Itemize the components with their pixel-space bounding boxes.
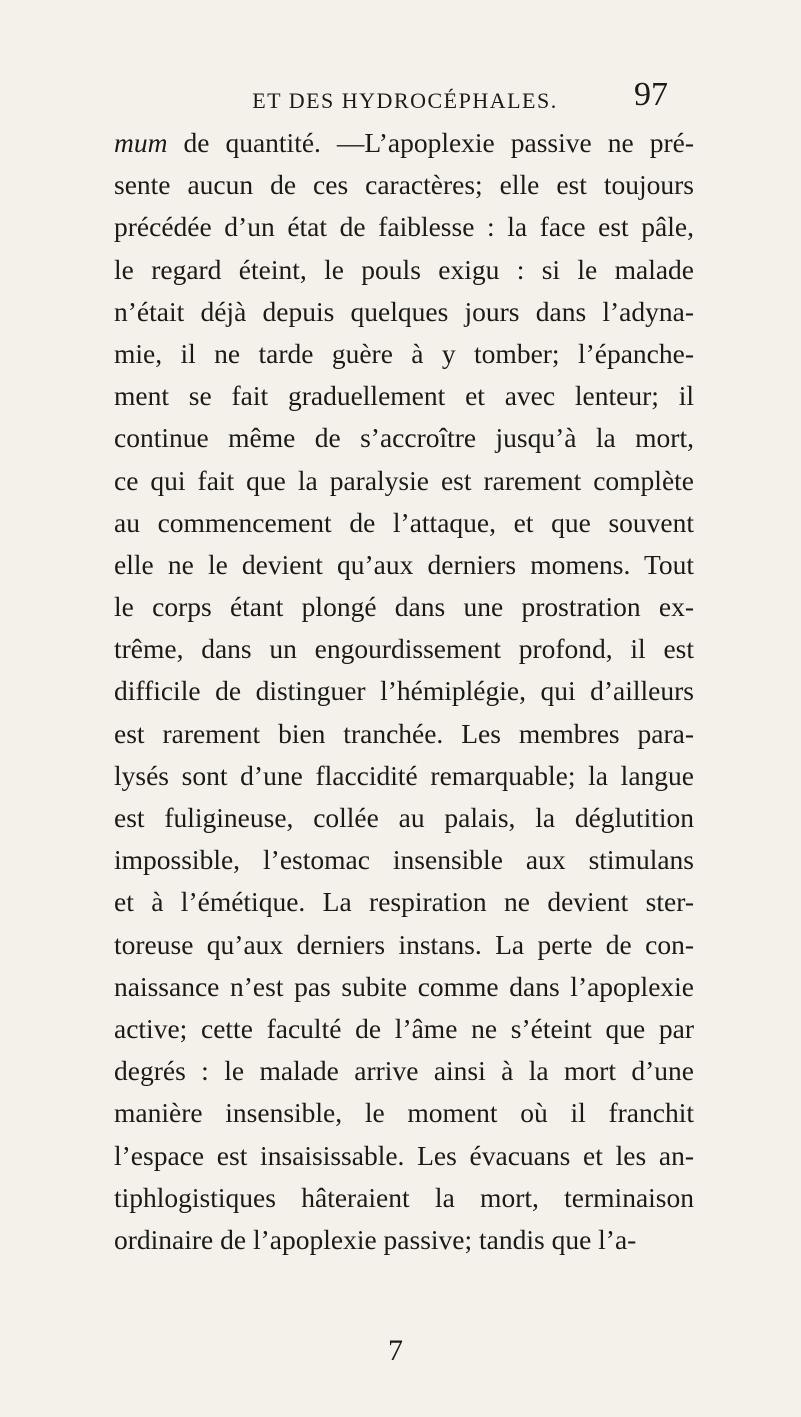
text-line: manière insensible, le moment où il franchit (114, 1097, 694, 1129)
running-head: ET DES HYDROCÉPHALES. (252, 88, 558, 113)
text-line: naissance n’est pas subite comme dans l’apoplexie (114, 970, 694, 1002)
signature-mark: 7 (388, 1334, 403, 1367)
text-line: toreuse qu’aux derniers instans. La perte de con- (114, 928, 694, 960)
text-line: ordinaire de l’apoplexie passive; tandis que l’a- (114, 1223, 637, 1255)
text-line: mie, il ne tarde guère à y tomber; l’épanche- (114, 337, 694, 369)
text-line: et à l’émétique. La respiration ne devient ster- (114, 886, 694, 918)
text-line: ce qui fait que la paralysie est rarement complète (114, 464, 694, 496)
text-line: est fuligineuse, collée au palais, la déglutition (114, 802, 694, 833)
text-line: est rarement bien tranchée. Les membres para- (114, 717, 694, 749)
text-line: continue même de s’accroître jusqu’à la mort, (114, 422, 694, 454)
text-line: ment se fait graduellement et avec lenteur; il (114, 380, 694, 412)
body-text (114, 122, 694, 1261)
page-number: 97 (634, 76, 668, 113)
text-line: active; cette faculté de l’âme ne s’éteint que par (114, 1012, 694, 1044)
text-line: impossible, l’estomac insensible aux stimulans (114, 844, 694, 876)
text-line: au commencement de l’attaque, et que souvent (114, 506, 694, 538)
text-line (114, 122, 694, 164)
text-line: le regard éteint, le pouls exigu : si le malade (114, 253, 694, 285)
text-line: difficile de distinguer l’hémiplégie, qui d’ailleurs (114, 675, 694, 707)
italic-word: mum (114, 127, 168, 158)
text-line: lysés sont d’une flaccidité remarquable; la langue (114, 759, 694, 791)
text-line: elle ne le devient qu’aux derniers momens. Tout (114, 548, 694, 580)
text-line: tiphlogistiques hâteraient la mort, terminaison (114, 1181, 694, 1213)
text-line: sente aucun de ces caractères; elle est toujours (114, 169, 694, 201)
text-line: précédée d’un état de faiblesse : la face est pâle, (114, 211, 694, 243)
text-line: degrés : le malade arrive ainsi à la mort d’une (114, 1055, 694, 1087)
text-line: le corps étant plongé dans une prostration ex- (114, 591, 694, 623)
text-line-rest: de quantité. —L’apoplexie passive ne pré- (167, 127, 694, 158)
text-line: l’espace est insaisissable. Les évacuans et les an- (114, 1139, 694, 1171)
text-line: n’était déjà depuis quelques jours dans l’adyna- (114, 295, 694, 327)
text-line: trême, dans un engourdissement profond, il est (114, 633, 694, 665)
